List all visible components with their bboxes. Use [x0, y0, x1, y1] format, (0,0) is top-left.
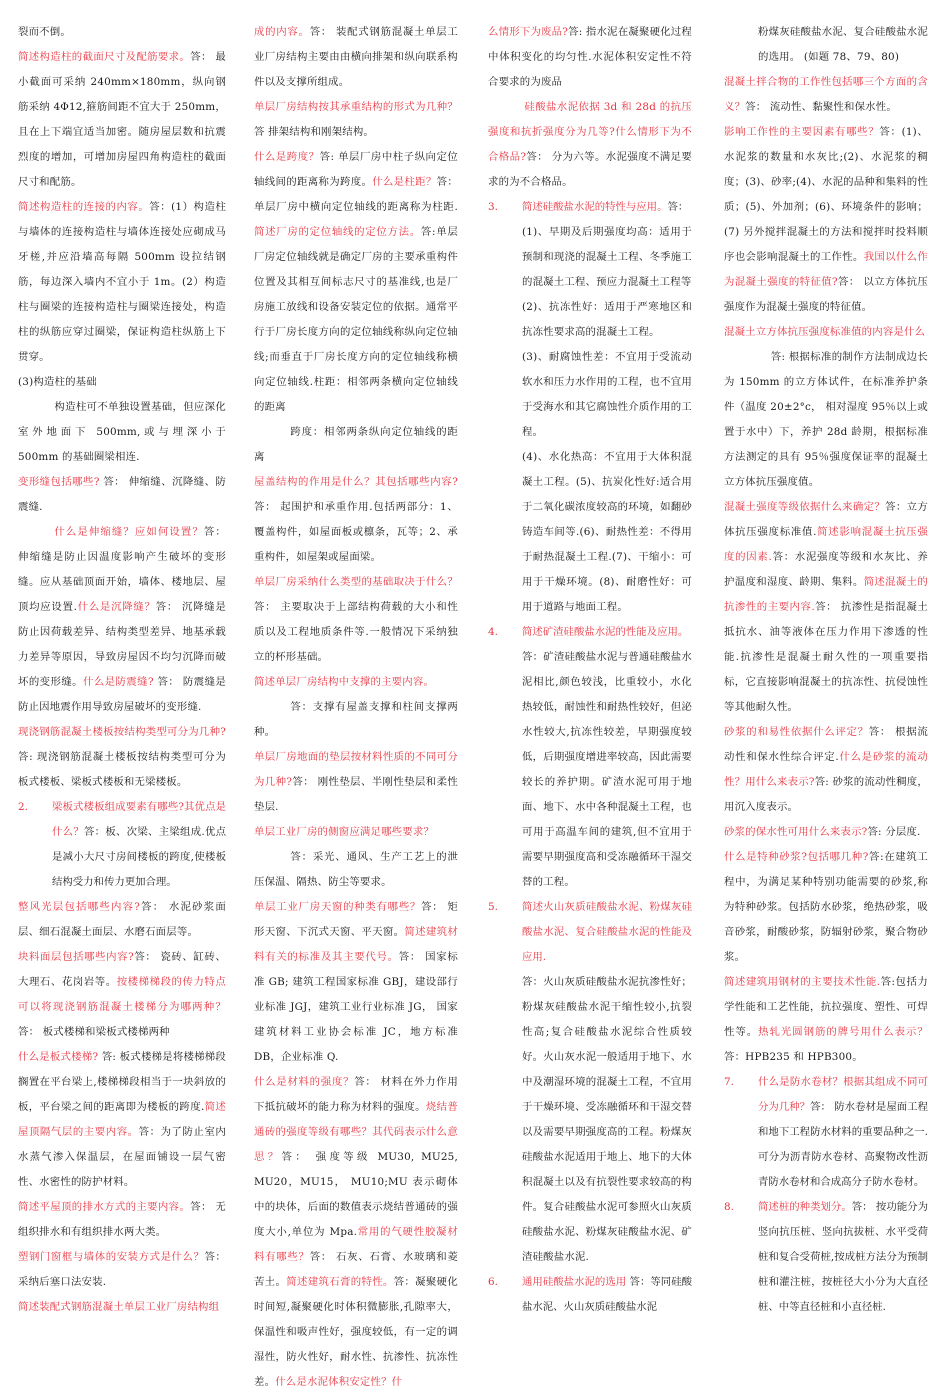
- answer-text: 答：: [667, 201, 689, 213]
- item-number: 7.: [724, 1076, 734, 1088]
- qa-block: [18, 470, 226, 520]
- item-number: 3.: [488, 201, 498, 213]
- question-text: 按楼梯梯段的传力特点可以将现浇钢筋混凝土楼梯分为哪两种？: [18, 976, 226, 1013]
- question-text: 混凝土立方体抗压强度标准值的内容是什么: [724, 326, 926, 338]
- answer-text: 答：采纳后塞口法安装.: [18, 1251, 226, 1288]
- column-4: [724, 20, 928, 1336]
- answer-text: 答: 分层度.: [867, 826, 921, 838]
- qa-block: [18, 1295, 226, 1320]
- answer-text: 答：矿渣硅酸盐水泥与普通硅酸盐水泥相比,颜色较浅，比重较小，水化热较低，耐蚀性和耐热性较好，但泌水性较大,抗冻性较差，早期强度较低，后期强度增进率较高，因此需要较长的养护期。矿渣水泥可用于地面、地下、水中各种混凝土工程，也可用于高温车间的建筑,但不宜用于需要早期强度高和受冻融循环干湿交替的工程。: [522, 651, 692, 888]
- question-text: 简述建筑材料有关的标准及其主要代号。: [254, 926, 458, 963]
- answer-text: 答： 以立方体抗压强度作为混凝土强度的特征值。: [724, 276, 928, 313]
- column-1: [18, 20, 226, 1336]
- question-text: 简述火山灰质硅酸盐水泥、粉煤灰硅酸盐水泥、复合硅酸盐水泥的性能及应用.: [522, 901, 692, 963]
- question-text: 硅酸盐水泥依据 3d 和 28d 的抗压强度和抗折强度分为几等?什么情形下为不合格品?: [488, 101, 692, 163]
- numbered-item: [488, 195, 692, 220]
- answer-text: 答： 按功能分为竖向抗压桩、竖向抗拔桩、水平受荷桩和复合受荷桩,按成桩方法分为预制桩和灌注桩，按桩径大小分为大直径桩、中等直径桩和小直径桩.: [758, 1201, 928, 1313]
- column-2: [254, 20, 459, 1388]
- question-text: 屋盖结构的作用是什么？其包括哪些内容?: [254, 476, 458, 488]
- question-text: 梁板式楼板组成要素有哪些?其优点是什么？: [52, 801, 226, 838]
- answer-text: 答：板、次梁、主梁组成.优点是减小大尺寸房间楼板的跨度,使楼板结构受力和传力更加合理。: [52, 826, 227, 888]
- answer-text: (3)、耐腐蚀性差：不宜用于受流动软水和压力水作用的工程，也不宜用于受海水和其它腐蚀性介质作用的工程。: [522, 351, 692, 438]
- paragraph: 粉煤灰硅酸盐水泥、复合硅酸盐水泥的选用。 (如题 78、79、80): [758, 26, 928, 63]
- question-text: 热轧光圆钢筋的牌号用什么表示？: [758, 1026, 929, 1038]
- item-number: 6.: [488, 1276, 498, 1288]
- qa-block: [254, 20, 458, 95]
- answer-text: (4)、水化热高：不宜用于大体积混凝土工程。(5)、抗炭化性好:适合用于二氧化碳浓度较高的环境，如翻砂铸造车间等.(6)、耐热性差：不得用于耐热混凝土工程.(7)、干缩小：可用于干燥环境。(8)、耐磨性好：可用于道路与地面工程。: [522, 451, 692, 613]
- answer-text: 答：支撑有屋盖支撑和柱间支撑两种。: [254, 701, 458, 738]
- question-text: 什么是伸缩缝？应如何设置？: [54, 526, 204, 538]
- answer-text: 答： 最小截面可采纳 240mm×180mm，纵向钢筋采纳 4Φ12,箍筋间距不宜大于 250mm，且在上下端宜适当加密。随房屋层数和抗震烈度的增加，可增加房屋四角构造柱的截面尺寸和配筋。: [18, 51, 226, 188]
- answer-text: 答：火山灰质硅酸盐水泥抗渗性好；粉煤灰硅酸盐水泥干缩性较小,抗裂性高;复合硅酸盐水泥综合性质较好。火山灰水泥一般适用于地下、水中及潮湿环境的混凝土工程，不宜用于干燥环境、受冻融循环和干湿交替以及需要早期强度高的工程。粉煤灰硅酸盐水泥适用于地上、地下的大体积混凝土以及有抗裂性要求较高的构件。复合硅酸盐水泥可参照火山灰质硅酸盐水泥、粉煤灰硅酸盐水泥、矿渣硅酸盐水泥.: [522, 976, 692, 1263]
- question-text: 么情形下为废品?: [488, 26, 569, 38]
- qa-block: [18, 1045, 226, 1195]
- question-text: 单层工业厂房天窗的种类有哪些？: [254, 901, 422, 913]
- qa-block: [254, 470, 458, 570]
- question-text: 混凝土拌合物的工作性包括哪三个方面的含义？: [724, 76, 928, 113]
- answer-text: 答： 防水卷材是屋面工程和地下工程防水材料的重要品种之一.可分为沥青防水卷材、高聚物改性沥青防水卷材和合成高分子防水卷材。: [758, 1101, 928, 1188]
- item-body: [758, 1195, 928, 1320]
- qa-block: [18, 520, 226, 720]
- item-number: 5.: [488, 901, 498, 913]
- answer-text: 答： 石灰、石膏、水玻璃和菱苦土。: [254, 1251, 459, 1288]
- question-text: 混凝土强度等级依据什么来确定？: [724, 501, 886, 513]
- numbered-item: [488, 620, 692, 645]
- item-number: 2.: [18, 801, 28, 813]
- qa-block: [254, 670, 458, 695]
- numbered-item: [488, 895, 692, 970]
- answer-text: 答： 单层厂房中横向定位轴线的距离称为柱距.: [254, 176, 458, 213]
- question-text: 块料面层包括哪些内容?: [18, 951, 134, 963]
- qa-block: [724, 495, 928, 720]
- answer-text: 答： 分为六等。水泥强度不满足要求的为不合格品。: [488, 151, 692, 188]
- question-text: 简述桩的种类划分。: [758, 1201, 852, 1213]
- paragraph: 跨度：相邻两条纵向定位轴线的距离: [254, 426, 458, 463]
- qa-block: [18, 895, 226, 945]
- question-text: 简述装配式钢筋混凝土单层工业厂房结构组: [18, 1301, 220, 1313]
- answer-text: 答: 单层厂房中柱子纵向定位轴线间的距离称为跨度。: [254, 151, 459, 188]
- answer-text: 答： 水泥砂浆面层、细石混凝土面层、水磨石面层等。: [18, 901, 226, 938]
- answer-text: (1)、早期及后期强度均高：适用于预制和现浇的混凝土工程、冬季施工的混凝土工程、预应力混凝土工程等: [522, 226, 692, 288]
- answer-text: 答： 刚性垫层、半刚性垫层和柔性垫层.: [254, 776, 458, 813]
- qa-block: [254, 820, 458, 845]
- question-text: 成的内容。: [254, 26, 310, 38]
- question-text: 砂浆的保水性可用什么来表示?: [724, 826, 868, 838]
- item-body: [52, 795, 226, 895]
- answer-text: 答 排架结构和刚架结构。: [254, 126, 374, 138]
- qa-block: [724, 845, 928, 970]
- answer-text: 答： 主要取决于上部结构荷载的大小和性质以及工程地质条件等.一般情况下采纳独立的杯形基础。: [254, 601, 458, 663]
- question-text: 简述影响混凝土抗压强度的因素.: [724, 526, 928, 563]
- column-3: [488, 20, 692, 1336]
- question-text: 我国以什么作为混凝土强度的特征值?: [724, 251, 928, 288]
- question-text: 什么是水泥体积安定性？什: [275, 1376, 403, 1388]
- answer-text: 答：(1)、水泥浆的数量和水灰比;(2)、水泥浆的稠度；(3)、砂率;(4)、水泥的品种和集料的性质；(5)、外加剂；(6)、环境条件的影响；(7) 另外搅拌混凝土的方法和搅拌时投料顺序也会影响混凝土的工作性。: [724, 126, 928, 263]
- qa-block: [724, 120, 928, 320]
- qa-block: [18, 1195, 226, 1245]
- question-text: 简述构造柱的截面尺寸及配筋要求。: [18, 51, 191, 63]
- question-text: 什么是柱距？: [372, 176, 437, 188]
- qa-block: [724, 820, 928, 845]
- qa-block: [724, 70, 928, 120]
- item-number: 4.: [488, 626, 498, 638]
- answer-text: 答：采光、通风、生产工艺上的泄压保温、隔热、防尘等要求。: [254, 851, 458, 888]
- answer-text: 答:在建筑工程中，为满足某种特别功能需要的砂浆,称为特种砂浆。包括防水砂浆，绝热砂浆，吸音砂浆，耐酸砂浆，防辐射砂浆，聚合物砂浆。: [724, 851, 928, 963]
- qa-block: [254, 95, 458, 145]
- answer-text: 答： 材料在外力作用下抵抗破坏的能力称为材料的强度。: [254, 1076, 458, 1113]
- answer-text: 答： 沉降缝是防止因荷载差异、结构类型差异、地基承载力差异等原因，导致房屋因不均匀沉降而破坏的变形缝。: [18, 601, 226, 688]
- answer-text: 答：立方体抗压强度标准值.: [724, 501, 928, 538]
- paragraph: 裂而不倒。: [18, 26, 71, 38]
- qa-block: [18, 1245, 226, 1295]
- numbered-item: [488, 1270, 692, 1320]
- question-text: 单层厂房结构按其承重结构的形式为几种？: [254, 101, 458, 113]
- answer-text: 答： 无组织排水和有组织排水两大类。: [18, 1201, 226, 1238]
- answer-text: 答:包括力学性能和工艺性能，抗拉强度、塑性、可焊性等。: [724, 976, 928, 1038]
- answer-text: 答：(1）构造柱与墙体的连接构造柱与墙体连接处应砌成马牙槎,并应沿墙高每隔 500mm 设拉结钢筋，每边深入墙内不宜小于 1m。(2）构造柱与圈梁的连接构造柱与圈梁连接处，构造柱的纵筋应穿过圈梁，保证构造柱纵筋上下贯穿。: [18, 201, 227, 363]
- qa-block: [254, 1070, 458, 1395]
- item-body: [522, 195, 692, 220]
- paragraph: (3)构造柱的基础: [18, 376, 97, 388]
- answer-text: 答： 根据流动性和保水性综合评定.: [724, 726, 928, 763]
- question-text: 砂浆的和易性依据什么评定？: [724, 726, 869, 738]
- answer-text: 答: 指水泥在凝聚硬化过程中体积变化的均匀性.水泥体积安定性不符合要求的为废品: [488, 26, 693, 88]
- answer-text: 答： 板式楼梯和梁板式楼梯两种: [18, 1026, 170, 1038]
- question-text: 单层工业厂房的侧窗应满足哪些要求？: [254, 826, 435, 838]
- qa-block: [488, 20, 692, 95]
- question-text: 简述矿渣硅酸盐水泥的性能及应用。: [522, 626, 689, 638]
- qa-block: [18, 195, 226, 370]
- answer-text: 答：HPB235 和 HPB300。: [724, 1051, 863, 1063]
- numbered-item: [18, 795, 226, 895]
- question-text: 通用硅酸盐水泥的选用: [522, 1276, 627, 1288]
- question-text: 常用的气硬性胶凝材料有哪些？: [254, 1226, 458, 1263]
- question-text: 单层厂房采纳什么类型的基础取决于什么？: [254, 576, 458, 588]
- question-text: 什么是防水卷材？根据其组成不同可分为几种？: [758, 1076, 928, 1113]
- question-text: 整风光层包括哪些内容?: [18, 901, 141, 913]
- question-text: 简述建筑用钢材的主要技术性能.: [724, 976, 881, 988]
- question-text: 什么是跨度？: [254, 151, 320, 163]
- question-text: 简述单层厂房结构中支撑的主要内容。: [254, 676, 435, 688]
- question-text: 烧结普通砖的强度等级有哪些？其代码表示什么意思？: [254, 1101, 459, 1163]
- question-text: 简述建筑石膏的特性。: [286, 1276, 394, 1288]
- question-text: 简述屋顶隔气层的主要内容。: [18, 1101, 226, 1138]
- answer-text: 答： 强度等级 MU30, MU25, MU20，MU15， MU10;MU 表示砌体中的块体，后面的数值表示烧结普通砖的强度大小,单位为 Mpa.: [254, 1151, 458, 1238]
- qa-block: [488, 95, 692, 195]
- answer-text: 答： 矩形天窗、下沉式天窗、平天窗。: [254, 901, 458, 938]
- question-text: 什么是特种砂浆?包括哪几种?: [724, 851, 869, 863]
- qa-block: [724, 720, 928, 820]
- answer-text: 答：为了防止室内水蒸气渗入保温层，在屋面铺设一层气密性、水密性的防护材料。: [18, 1126, 226, 1188]
- answer-text: 答： 国家标准 GB; 建筑工程国家标准 GBJ，建设部行业标准 JGJ，建筑工业行业标准 JG， 国家建筑材料工业协会标准 JC，地方标准 DB，企业标准 Q.: [254, 951, 458, 1063]
- qa-block: [724, 970, 928, 1070]
- numbered-item: [724, 1070, 928, 1195]
- answer-text: 答： 抗渗性是指混凝土抵抗水、油等液体在压力作用下渗透的性能.抗渗性是混凝土耐久性的一项重要指标，它直接影响混凝土的抗冻性、抗侵蚀性等其他耐久性。: [724, 601, 928, 713]
- question-text: 简述厂房的定位轴线的定位方法。: [254, 226, 421, 238]
- answer-text: 答： 起围护和承重作用.包括两部分：1、 覆盖构件，如屋面板或檩条，瓦等；2、承重构件，如屋架或屋面梁。: [254, 501, 458, 563]
- answer-text: 答: 现浇钢筋混凝土楼板按结构类型可分为板式楼板、梁板式楼板和无梁楼板。: [18, 751, 226, 788]
- qa-block: [254, 895, 458, 1070]
- qa-block: [18, 720, 226, 795]
- answer-text: 答: 根据标准的制作方法制成边长为 150mm 的立方体试件，在标准养护条件（温度 20±2°c， 相对湿度 95％以上或置于水中）下，养护 28d 龄期，根据标准方法测定的具有 95％强度保证率的混凝土立方体抗压强度值。: [724, 351, 928, 488]
- question-text: 现浇钢筋混凝土楼板按结构类型可分为几种?: [18, 726, 226, 738]
- answer-text: 答： 流动性、黏聚性和保水性。: [745, 101, 897, 113]
- paragraph: 构造柱可不单独设置基础，但应深化室外地面下 500mm,或与埋深小于 500mm 的基础圈梁相连.: [18, 401, 226, 463]
- answer-text: 答: 板式楼梯是将楼梯梯段搁置在平台梁上,楼梯梯段相当于一块斜放的板，平台梁之间的距离即为楼板的跨度.: [18, 1051, 227, 1113]
- question-text: 简述平屋顶的排水方式的主要内容。: [18, 1201, 191, 1213]
- qa-block: [724, 320, 928, 345]
- answer-text: 答： 装配式钢筋混凝土单层工业厂房结构主要由由横向排架和纵向联系构件以及支撑所组成。: [254, 26, 459, 88]
- numbered-item: [724, 1195, 928, 1320]
- question-text: 简述构造柱的连接的内容。: [18, 201, 150, 213]
- qa-block: [254, 145, 458, 420]
- answer-text: 答： 伸缩缝、沉降缝、防震缝.: [18, 476, 226, 513]
- question-text: 简述混凝土的抗渗性的主要内容.: [724, 576, 928, 613]
- answer-text: 答：凝聚硬化时间短,凝聚硬化时体积微膨胀,孔隙率大，保温性和吸声性好，强度较低，有一定的调湿性，防火性好，耐水性、抗渗性、抗冻性差。: [254, 1276, 458, 1388]
- answer-text: 答： 防震缝是防止因地震作用导致房屋破坏的变形缝.: [18, 676, 226, 713]
- question-text: 单层厂房地面的垫层按材料性质的不同可分为几种?: [254, 751, 458, 788]
- qa-block: [254, 570, 458, 670]
- question-text: 影响工作性的主要因素有哪些？: [724, 126, 880, 138]
- item-body: [522, 1270, 692, 1320]
- question-text: 什么是材料的强度？: [254, 1076, 355, 1088]
- answer-text: 答: 砂浆的流动性稠度，用沉入度表示。: [724, 776, 929, 813]
- qa-block: [254, 745, 458, 820]
- answer-text: 答： 瓷砖、缸砖、大理石、花岗岩等。: [18, 951, 226, 988]
- answer-text: 答：等同硅酸盐水泥、火山灰质硅酸盐水泥: [522, 1276, 693, 1313]
- question-text: 塑钢门窗框与墙体的安装方式是什么？: [18, 1251, 205, 1263]
- question-text: 简述硅酸盐水泥的特性与应用。: [522, 201, 668, 213]
- qa-block: [18, 45, 226, 195]
- question-text: 什么是砂浆的流动性？用什么来表示?: [724, 751, 928, 788]
- answer-text: 答：水泥强度等级和水灰比、养护温度和湿度、龄期、集料。: [724, 551, 928, 588]
- question-text: 什么是沉降缝？: [77, 601, 156, 613]
- answer-text: (2)、抗冻性好：适用于严寒地区和抗冻性要求高的混凝土工程。: [522, 301, 692, 338]
- item-body: [758, 1070, 928, 1195]
- question-text: 什么是板式楼梯?: [18, 1051, 99, 1063]
- answer-text: 答:单层厂房定位轴线就是确定厂房的主要承重构件位置及其相互间标志尺寸的基准线,也是厂房施工放线和设备安装定位的依据。通常平行于厂房长度方向的定位轴线称纵向定位轴线;而垂直于厂房长度方向的定位轴线称横向定位轴线.柱距：相邻两条横向定位轴线的距离: [254, 226, 458, 413]
- question-text: 什么是防震缝?: [82, 676, 154, 688]
- item-number: 8.: [724, 1201, 734, 1213]
- qa-block: [18, 945, 226, 1045]
- question-text: 变形缝包括哪些?: [18, 476, 100, 488]
- answer-text: 答： 伸缩缝是防止因温度影响产生破坏的变形缝。应从基础顶面开始，墙体、楼地层、屋顶均应设置.: [18, 526, 226, 613]
